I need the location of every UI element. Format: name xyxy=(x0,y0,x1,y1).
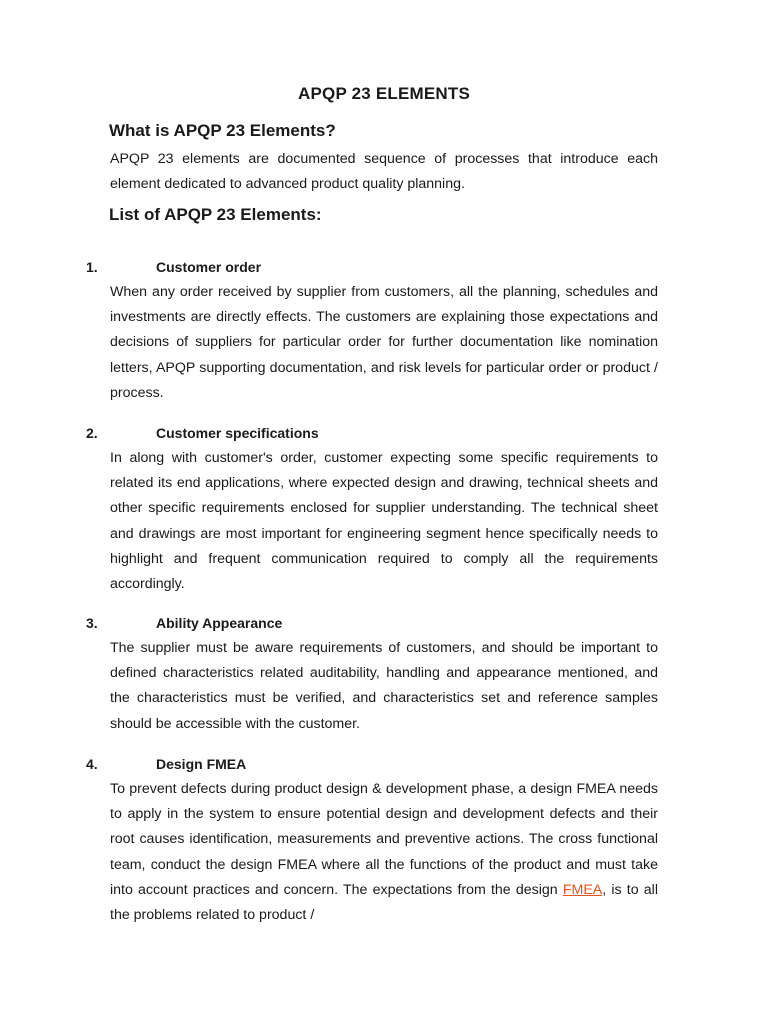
item-3-number: 3. xyxy=(86,615,98,631)
item-2-body: In along with customer's order, customer expecting some specific requirements to related its end applications, where expected design and drawing, technical sheets and other specific requirements enclosed for supplier understanding. The technical sheet and drawings are most important for engineering segment hence specifically needs to highlight and frequent communication required to comply all the requirements accordingly. xyxy=(110,450,658,593)
what-is-heading: What is APQP 23 Elements? xyxy=(109,121,336,140)
item-4-body xyxy=(110,777,658,928)
list-heading: List of APQP 23 Elements: xyxy=(109,205,322,224)
item-3-title: Ability Appearance xyxy=(156,615,283,631)
item-4-body-text-after-link: , is to all the problems related to product / xyxy=(110,881,658,924)
document-title: APQP 23 ELEMENTS xyxy=(298,84,470,103)
item-1-title: Customer order xyxy=(156,259,262,275)
item-1-body: When any order received by supplier from customers, all the planning, schedules and investments are directly effects. The customers are explaining those expectations and decisions of suppliers for particular order for further documentation like nomination letters, APQP supporting documentation, and risk levels for particular order or product / process. xyxy=(110,284,658,401)
item-2-number: 2. xyxy=(86,425,98,441)
intro-paragraph: APQP 23 elements are documented sequence of processes that introduce each element dedicated to advanced product quality planning. xyxy=(110,151,658,193)
item-3-body: The supplier must be aware requirements of customers, and should be important to defined characteristics related auditability, handling and appearance mentioned, and the characteristics must be verified, and characteristics set and reference samples should be accessible with the customer. xyxy=(110,640,658,732)
item-4-number: 4. xyxy=(86,756,98,772)
item-2-title: Customer specifications xyxy=(156,425,319,441)
item-4-body-text: To prevent defects during product design & development phase, a design FMEA needs to apply in the system to ensure potential design and development defects and their root causes identification, measurements and preventive actions. The cross functional team, conduct the design FMEA where all the functions of the product and must take into account practices and concern. The expectations from the design xyxy=(110,781,658,898)
item-4-title: Design FMEA xyxy=(156,756,247,772)
fmea-link[interactable]: FMEA xyxy=(562,881,603,898)
item-1-number: 1. xyxy=(86,259,98,275)
